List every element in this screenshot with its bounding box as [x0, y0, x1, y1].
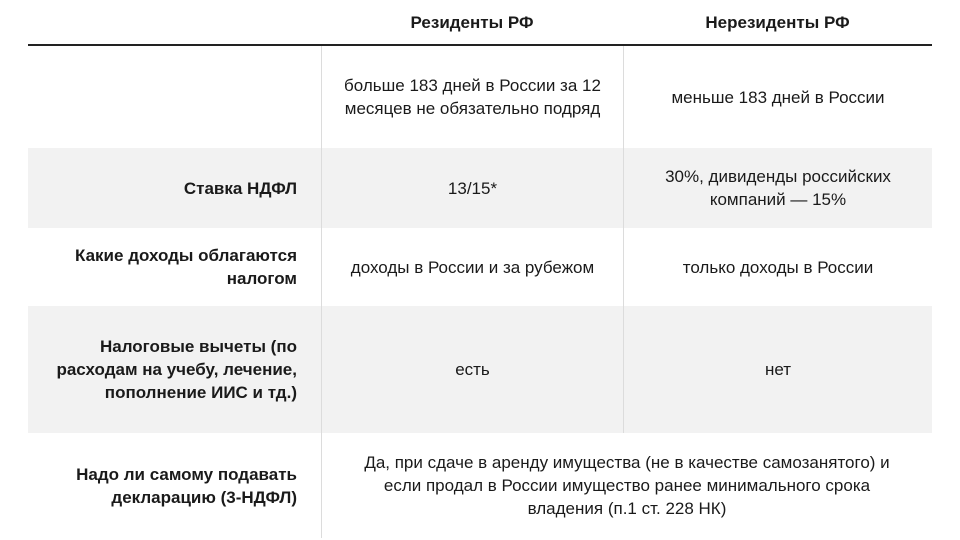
- nonresidents-cell: нет: [623, 306, 932, 433]
- row-label: Надо ли самому подавать декларацию (3-НДФЛ): [76, 464, 297, 507]
- residents-cell: больше 183 дней в России за 12 месяцев не обязательно подряд: [321, 46, 623, 148]
- row-label: Ставка НДФЛ: [183, 178, 297, 198]
- table-row-tax-deductions: [28, 306, 932, 433]
- combined-cell: Да, при сдаче в аренду имущества (не в качестве самозанятого) и если продал в России имущество ранее минимального срока владения (п.1 ст. 228 НК): [321, 433, 932, 538]
- table-row-tax-rate: [28, 148, 932, 228]
- row-label: Налоговые вычеты (по расходам на учебу, лечение, пополнение ИИС и тд.): [56, 337, 297, 402]
- header-empty-cell: [28, 0, 321, 44]
- table-row-residency-criteria: [28, 46, 932, 148]
- residents-cell: есть: [321, 306, 623, 433]
- table-row-taxable-income: [28, 228, 932, 306]
- nonresidents-cell: только доходы в России: [623, 228, 932, 306]
- header-residents: Резиденты РФ: [410, 12, 534, 32]
- residents-cell: доходы в России и за рубежом: [321, 228, 623, 306]
- table-header-row: [28, 0, 932, 46]
- row-label: Какие доходы облагаются налогом: [75, 246, 297, 288]
- nonresidents-cell: меньше 183 дней в России: [623, 46, 932, 148]
- nonresidents-cell: 30%, дивиденды российских компаний — 15%: [623, 148, 932, 228]
- residents-cell: 13/15*: [321, 148, 623, 228]
- header-nonresidents: Нерезиденты РФ: [705, 12, 850, 32]
- tax-residency-table: [28, 0, 932, 538]
- table-row-declaration: [28, 433, 932, 538]
- row-label: [28, 46, 321, 148]
